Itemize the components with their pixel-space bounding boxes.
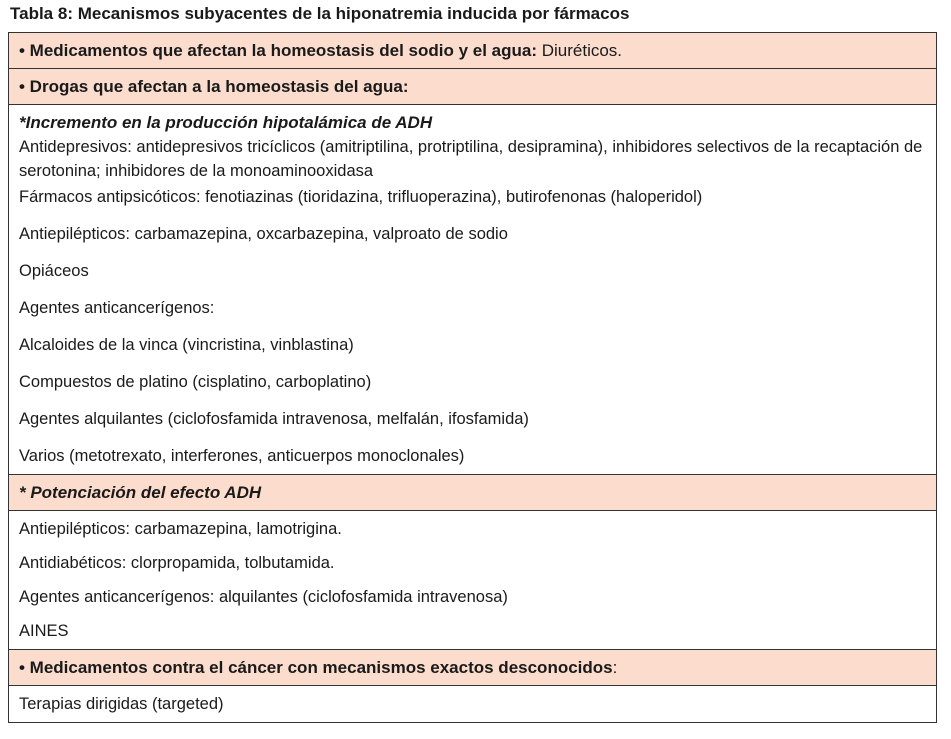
list-item: Antidepresivos: antidepresivos tricíclicos (amitriptilina, protriptilina, desipramina), inhibidores selectivos de la recaptación de serotonina; inhibidores de la monoaminooxidasa [19, 138, 923, 180]
list-item: Varios (metotrexato, interferones, anticuerpos monoclonales) [19, 447, 465, 465]
list-item: Antiepilépticos: carbamazepina, lamotrigina. [19, 520, 342, 538]
list-item: Antiepilépticos: carbamazepina, oxcarbazepina, valproato de sodio [19, 225, 508, 243]
list-item: Agentes anticancerígenos: alquilantes (ciclofosfamida intravenosa) [19, 588, 508, 606]
list-item: Agentes anticancerígenos: [19, 299, 215, 317]
row-adh-potentiation [9, 475, 936, 511]
row-unknown-mechanism-label: • Medicamentos contra el cáncer con mecanismos exactos desconocidos [19, 657, 613, 677]
list-item: Fármacos antipsicóticos: fenotiazinas (tioridazina, trifluoperazina), butirofenonas (haloperidol) [19, 188, 703, 206]
row-unknown-mechanism [9, 650, 936, 686]
row-unknown-mechanism-suffix: : [612, 657, 618, 677]
row-water-homeostasis [9, 69, 936, 105]
table-caption: Tabla 8: Mecanismos subyacentes de la hiponatremia inducida por fármacos [10, 4, 630, 23]
adh-production-heading: *Incremento en la producción hipotalámica de ADH [19, 113, 433, 132]
section-unknown-mechanism [9, 686, 936, 722]
drug-hyponatremia-table [8, 32, 937, 723]
section-adh-production [9, 105, 936, 475]
list-item: Compuestos de platino (cisplatino, carboplatino) [19, 373, 372, 391]
row-sodium-water-label: • Medicamentos que afectan la homeostasis del sodio y el agua: [19, 40, 537, 60]
section-adh-potentiation [9, 511, 936, 650]
list-item: AINES [19, 622, 69, 640]
list-item: Agentes alquilantes (ciclofosfamida intravenosa, melfalán, ifosfamida) [19, 410, 529, 428]
row-sodium-water [9, 33, 936, 69]
list-item: Opiáceos [19, 262, 89, 280]
row-water-homeostasis-label: • Drogas que afectan a la homeostasis del agua: [19, 76, 409, 96]
list-item: Alcaloides de la vinca (vincristina, vinblastina) [19, 336, 354, 354]
row-sodium-water-value: Diuréticos. [537, 40, 623, 60]
list-item: Antidiabéticos: clorpropamida, tolbutamida. [19, 554, 335, 572]
list-item: Terapias dirigidas (targeted) [19, 695, 224, 713]
row-adh-potentiation-label: * Potenciación del efecto ADH [19, 482, 262, 502]
